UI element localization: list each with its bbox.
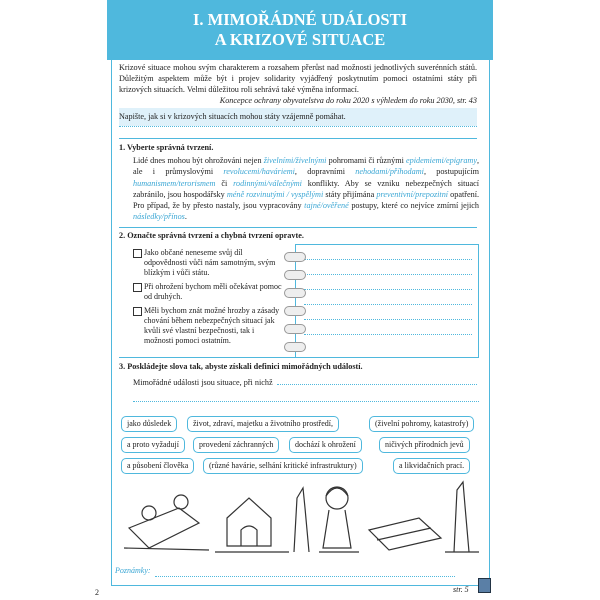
word-chip[interactable]: jako důsledek	[121, 416, 177, 432]
answer-line[interactable]	[304, 319, 472, 320]
option-10[interactable]: následky/přínos	[133, 212, 185, 222]
answer-line[interactable]	[304, 274, 472, 275]
task1-title: 1. Vyberte správná tvrzení.	[119, 143, 214, 152]
intro-quote	[119, 62, 477, 106]
spiral-ring-icon	[284, 324, 306, 334]
text: pohromami či různými	[328, 156, 404, 165]
option-4[interactable]: nehodami/příhodami	[355, 167, 424, 177]
spiral-ring-icon	[284, 252, 306, 262]
broken-bridge-icon	[369, 518, 441, 550]
divider	[119, 227, 477, 228]
statement-text: Jako občané neneseme svůj díl odpovědnosti vůči nám samotným, svým blízkým i vůči státu.	[144, 248, 276, 277]
spiral-ring-icon	[284, 288, 306, 298]
text: státy přijímána	[325, 189, 375, 199]
word-chip[interactable]: život, zdraví, majetku a životního prostředí,	[187, 416, 339, 432]
task3-title: 3. Poskládejte slova tak, abyste získali definici mimořádných událostí.	[119, 362, 363, 371]
option-5[interactable]: humanismem/terorismem	[133, 178, 216, 188]
answer-notepad[interactable]	[295, 244, 479, 358]
notes-label: Poznámky:	[115, 566, 151, 575]
word-chip[interactable]: provedení záchranných	[193, 437, 279, 453]
broken-tree-icon	[445, 482, 479, 552]
lead-text: Mimořádné události jsou situace, při nichž	[133, 378, 273, 387]
answer-line[interactable]	[304, 334, 472, 335]
word-chip[interactable]: (živelní pohromy, katastrofy)	[369, 416, 474, 432]
spiral-ring-icon	[284, 270, 306, 280]
instruction: Napište, jak si v krizových situacích mohou státy vzájemně pomáhat.	[119, 108, 477, 126]
answer-line[interactable]	[304, 259, 472, 260]
overturned-car-icon	[124, 495, 209, 550]
word-chip[interactable]: a proto vyžadují	[121, 437, 185, 453]
word-chip[interactable]: (různé havárie, selhání kritické infrastruktury)	[203, 458, 363, 474]
intro-source: Koncepce ochrany obyvatelstva do roku 2020 s výhledem do roku 2030, str. 43	[219, 96, 477, 105]
option-7[interactable]: méně rozvinutými / vyspělými	[226, 189, 324, 199]
checkbox[interactable]	[133, 307, 142, 316]
disaster-illustration	[119, 478, 481, 558]
spiral-ring-icon	[284, 306, 306, 316]
statement-text: Měli bychom znát možné hrozby a zásady chování během nebezpečných situací jak kvůli své vlastní bezpečnosti, tak i možnosti pomoci ostatním.	[144, 306, 280, 345]
option-1[interactable]: živelními/živelnými	[263, 156, 327, 165]
statement-1[interactable]	[133, 248, 283, 278]
text: , postupujícím	[423, 167, 480, 177]
answer-line[interactable]	[119, 126, 477, 127]
text: postupy, které co nejvíce zmírní jejich	[351, 201, 480, 211]
ruined-doghouse-icon	[215, 498, 289, 552]
page-reference: str. 5	[453, 585, 469, 594]
text: opatření. Pro případ, že by přesto nastaly, jsou vypracovány	[133, 189, 480, 211]
text: či	[221, 178, 228, 188]
word-chip[interactable]: a působení člověka	[121, 458, 194, 474]
statement-2[interactable]	[133, 282, 283, 302]
answer-line[interactable]	[133, 401, 479, 402]
page-number: 2	[95, 588, 99, 597]
text: Lidé dnes mohou být ohrožováni nejen	[133, 156, 262, 165]
text: konflikty. Aby se vzniku nebezpečných situací zabránilo, jsou hospodářsky	[133, 178, 479, 199]
text: .	[184, 212, 187, 222]
option-6[interactable]: rodinnými/válečnými	[233, 178, 302, 188]
text: , ale i průmyslovými	[133, 156, 480, 177]
option-2[interactable]: epidemiemi/epigramy	[406, 156, 477, 165]
intro-text: Krizové situace mohou svým charakterem a rozsahem přerůst nad možnosti jednotlivých suverénních států. Důležitým aspektem může být i projev solidarity vyjádřený poskytnutím pomoci ostatními státy při krizových situacích. Velmi důležitou roli sehrává také výměna informací.	[119, 63, 477, 94]
text: , dopravními	[294, 167, 345, 177]
page-header	[107, 0, 493, 60]
checkbox[interactable]	[133, 249, 142, 258]
word-chip[interactable]: a likvidačních prací.	[393, 458, 470, 474]
divider	[119, 357, 477, 358]
answer-line[interactable]	[304, 289, 472, 290]
page-title-line2: A KRIZOVÉ SITUACE	[214, 30, 386, 49]
option-8[interactable]: preventivní/prepozitní	[376, 189, 449, 199]
answer-line[interactable]	[277, 384, 477, 385]
task2-title: 2. Označte správná tvrzení a chybná tvrzení opravte.	[119, 231, 304, 240]
word-chip[interactable]: ničivých přírodních jevů	[379, 437, 470, 453]
sad-girl-icon	[319, 487, 359, 552]
option-3[interactable]: revolucemi/haváriemi	[223, 167, 295, 177]
statement-3[interactable]	[133, 306, 283, 346]
answer-line[interactable]	[304, 304, 472, 305]
word-chip[interactable]: dochází k ohrožení	[289, 437, 362, 453]
broken-tree-icon	[294, 488, 309, 552]
page-title-line1: I. MIMOŘÁDNÉ UDÁLOSTI	[192, 10, 408, 29]
worksheet-page	[95, 0, 493, 600]
task1-paragraph	[133, 155, 479, 223]
spiral-ring-icon	[284, 342, 306, 352]
notes-line[interactable]	[155, 576, 455, 577]
option-9[interactable]: tajné/ověřené	[304, 201, 349, 211]
divider	[119, 138, 477, 139]
publisher-logo-icon	[478, 578, 491, 593]
definition-lead	[133, 378, 479, 387]
statement-text: Při ohrožení bychom měli očekávat pomoc od druhých.	[144, 282, 282, 301]
checkbox[interactable]	[133, 283, 142, 292]
